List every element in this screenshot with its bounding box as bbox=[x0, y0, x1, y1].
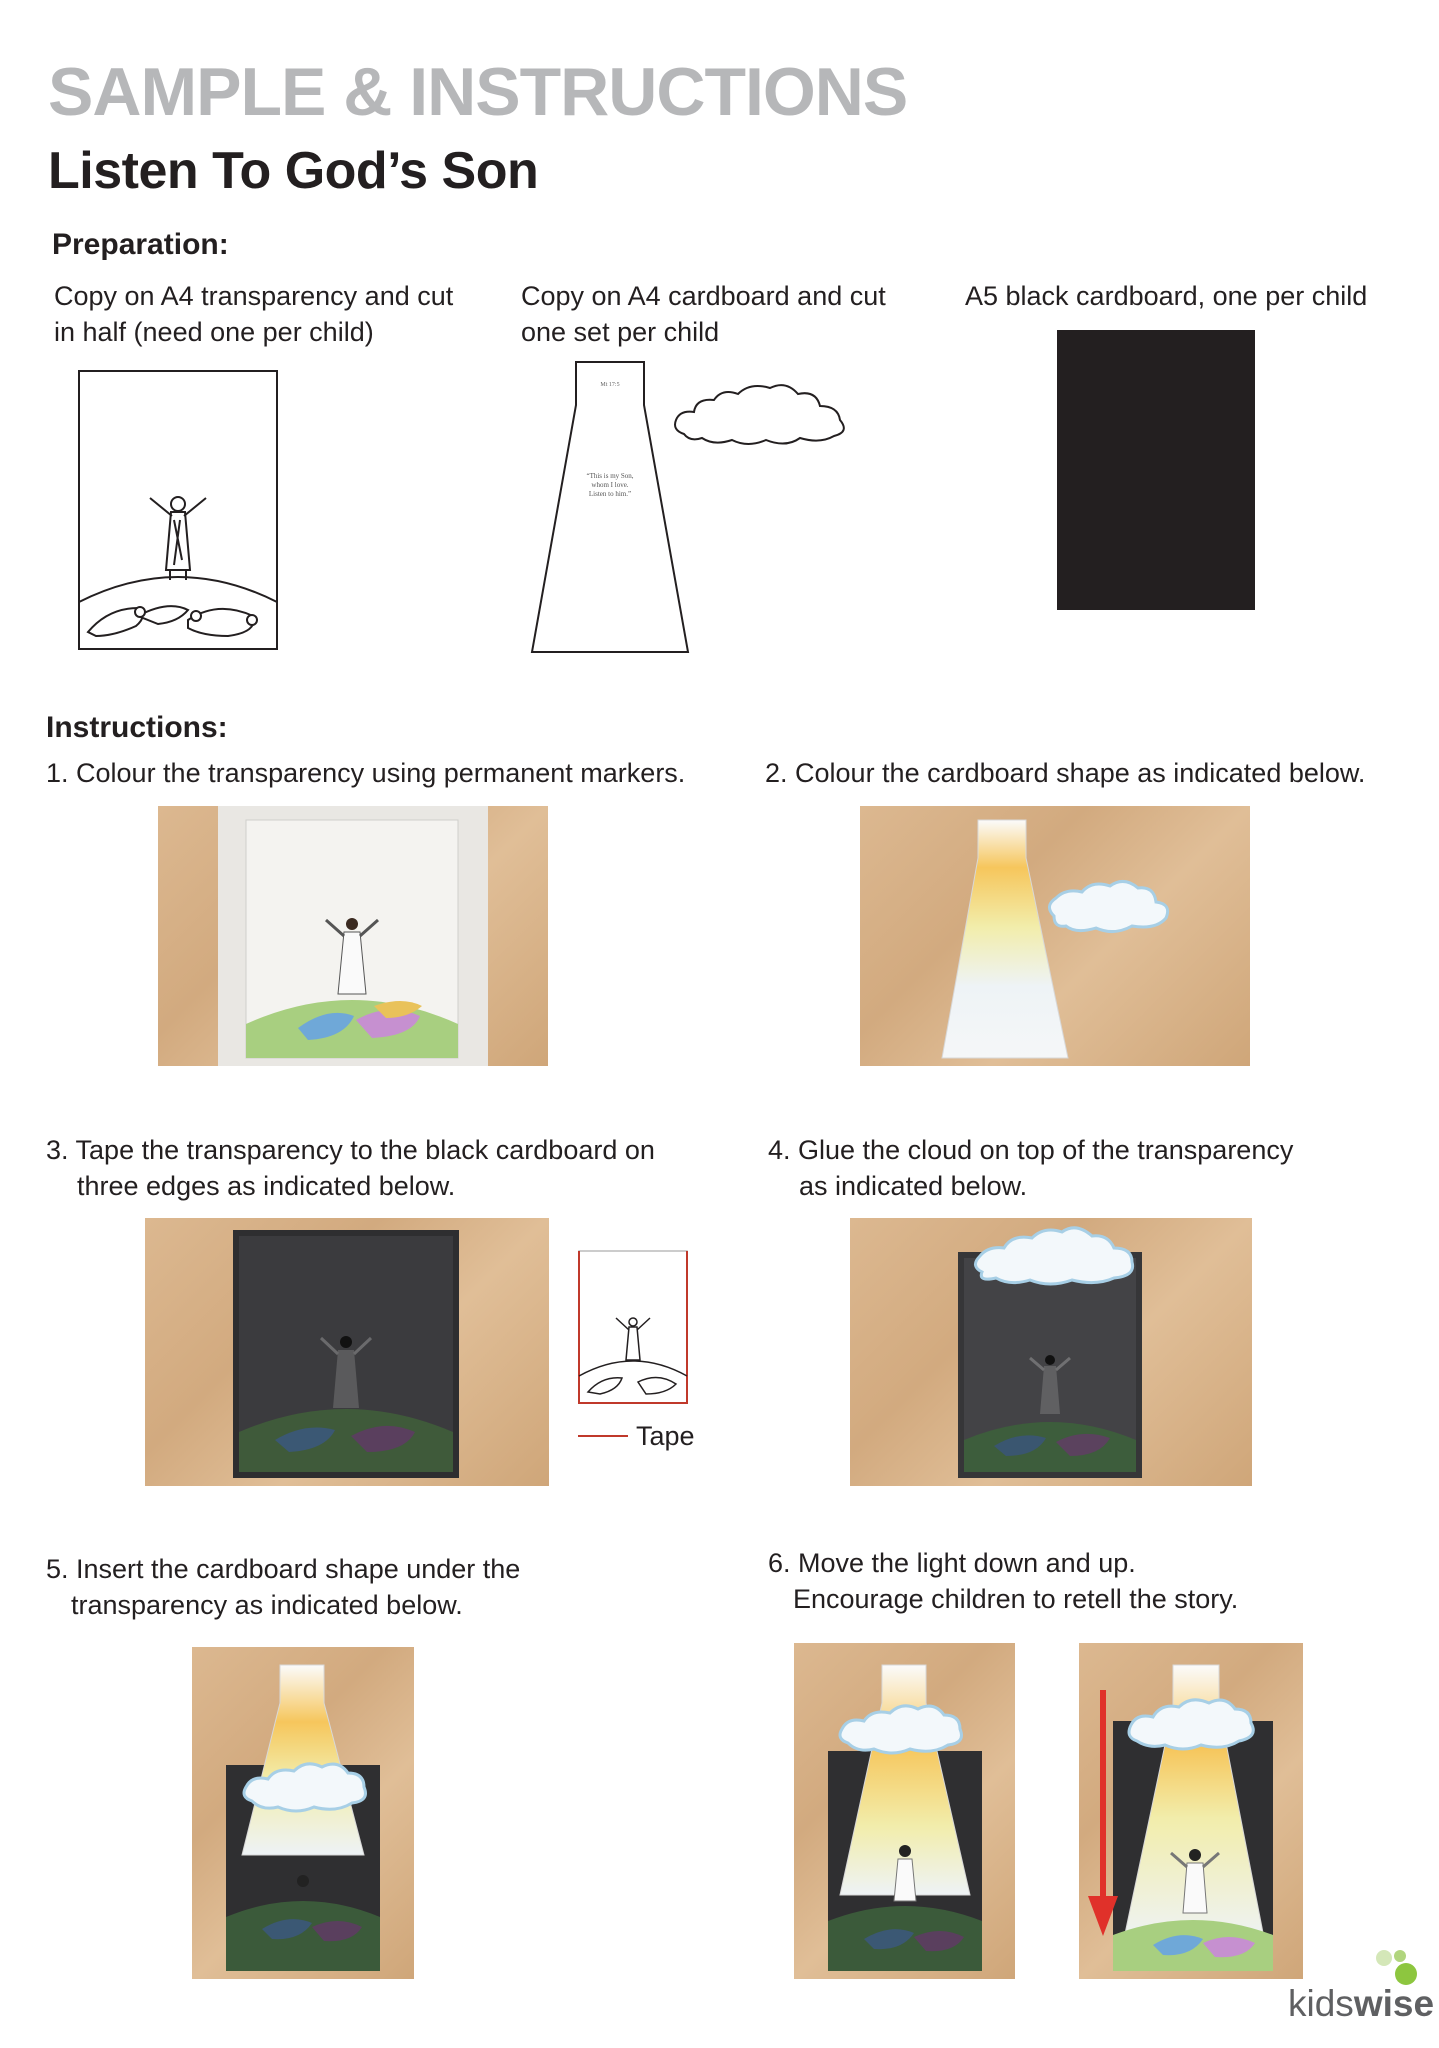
black-cardboard-sample bbox=[1057, 330, 1255, 610]
step-5-text bbox=[46, 1551, 520, 1623]
instructions-heading: Instructions: bbox=[46, 711, 228, 744]
prep-item-line: one set per child bbox=[521, 317, 720, 347]
step-5-photo bbox=[192, 1647, 414, 1979]
transparency-template bbox=[78, 370, 278, 650]
quote-line-2: whom I love. bbox=[591, 481, 629, 489]
arrow-down-icon bbox=[1086, 1690, 1120, 1938]
prep-item-line: Copy on A4 transparency and cut bbox=[54, 281, 454, 311]
quote-line-3: Listen to him.” bbox=[588, 490, 632, 498]
logo-word-light: kids bbox=[1288, 1983, 1354, 2024]
step-2-photo bbox=[860, 806, 1250, 1066]
quote-line-1: “This is my Son, bbox=[586, 472, 634, 480]
step-4-text bbox=[768, 1132, 1293, 1204]
logo-dots-icon bbox=[1374, 1948, 1418, 1988]
step-line: three edges as indicated below. bbox=[77, 1171, 456, 1201]
tape-legend-swatch bbox=[578, 1435, 628, 1437]
step-line: 3. Tape the transparency to the black cardboard on bbox=[46, 1135, 655, 1165]
prep-item-black-card bbox=[965, 278, 1367, 314]
step-line: 5. Insert the cardboard shape under the bbox=[46, 1554, 521, 1584]
prep-item-transparency bbox=[54, 278, 453, 350]
step-3-text bbox=[46, 1132, 655, 1204]
step-line: as indicated below. bbox=[799, 1171, 1028, 1201]
step-2-text: 2. Colour the cardboard shape as indicated below. bbox=[765, 758, 1366, 788]
page-title: Listen To God’s Son bbox=[48, 142, 539, 200]
verse-ref-text: Mt 17:5 bbox=[600, 382, 620, 388]
page-kicker: SAMPLE & INSTRUCTIONS bbox=[48, 54, 908, 130]
prep-item-line: in half (need one per child) bbox=[54, 317, 374, 347]
step-6-photo-before bbox=[794, 1643, 1015, 1979]
tape-diagram bbox=[578, 1250, 688, 1404]
prep-item-line: A5 black cardboard, one per child bbox=[965, 281, 1368, 311]
step-1-text: 1. Colour the transparency using permanent markers. bbox=[46, 758, 686, 788]
prep-item-cardboard bbox=[521, 278, 886, 350]
cardboard-beam-template bbox=[530, 360, 690, 655]
logo-word-bold: wise bbox=[1353, 1983, 1435, 2024]
prep-item-line: Copy on A4 cardboard and cut bbox=[521, 281, 886, 311]
step-line: transparency as indicated below. bbox=[71, 1590, 463, 1620]
step-4-photo bbox=[850, 1218, 1252, 1486]
logo-wordmark bbox=[1288, 1984, 1434, 2024]
step-line: 6. Move the light down and up. bbox=[768, 1548, 1136, 1578]
kidswise-logo bbox=[1288, 1948, 1435, 2028]
step-1-photo bbox=[158, 806, 548, 1066]
step-3-photo bbox=[145, 1218, 549, 1486]
tape-legend-label: Tape bbox=[636, 1421, 695, 1451]
step-line: 4. Glue the cloud on top of the transparency bbox=[768, 1135, 1294, 1165]
step-line: Encourage children to retell the story. bbox=[793, 1584, 1239, 1614]
step-6-text bbox=[768, 1545, 1238, 1617]
cloud-template bbox=[670, 378, 852, 450]
preparation-heading: Preparation: bbox=[52, 228, 229, 261]
